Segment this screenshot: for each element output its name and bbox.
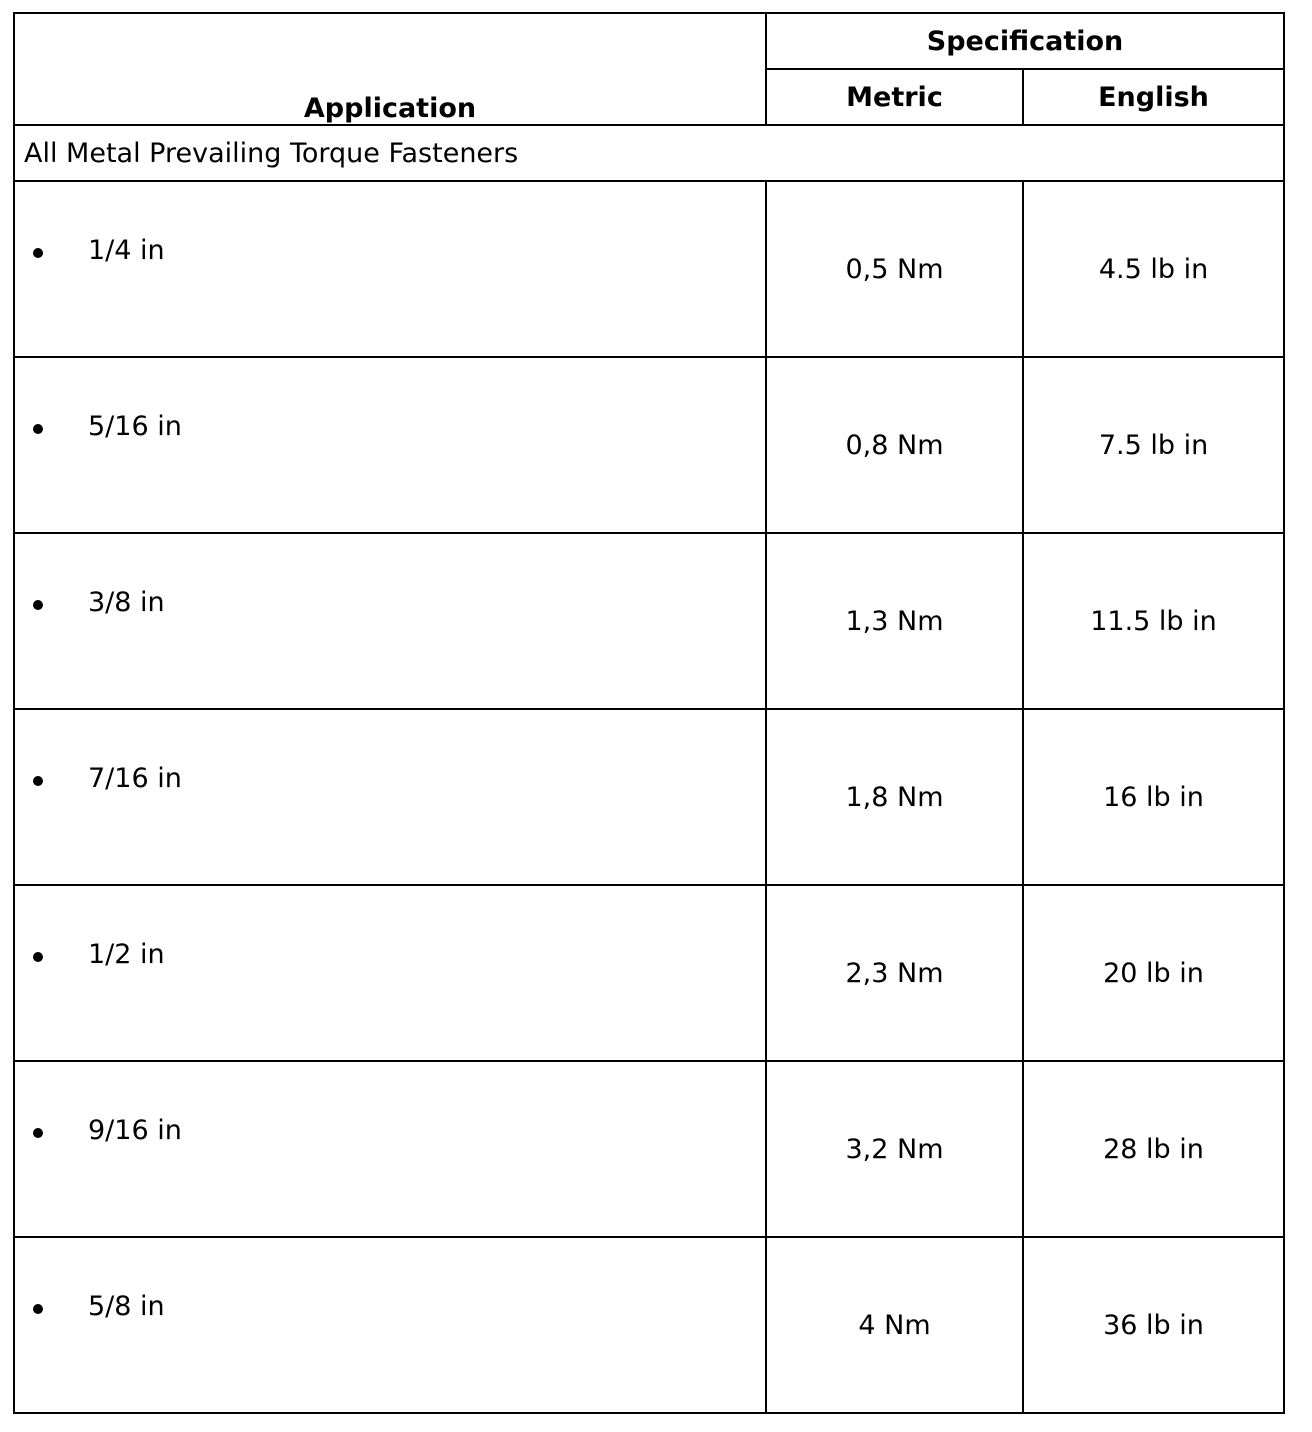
bullet-icon [33,424,43,434]
metric-value: 1,8 Nm [766,709,1023,885]
bullet-icon [33,1128,43,1138]
table-row [14,533,1284,709]
table-row [14,181,1284,357]
metric-value: 0,5 Nm [766,181,1023,357]
metric-value: 4 Nm [766,1237,1023,1413]
english-header: English [1023,69,1284,125]
fastener-size: 3/8 in [88,587,165,618]
bullet-icon [33,1304,43,1314]
metric-value: 3,2 Nm [766,1061,1023,1237]
english-value: 28 lb in [1023,1061,1284,1237]
fastener-size: 7/16 in [88,763,182,794]
application-cell [14,709,766,885]
application-cell [14,533,766,709]
fastener-size: 5/16 in [88,411,182,442]
english-value: 20 lb in [1023,885,1284,1061]
table-row [14,357,1284,533]
english-value: 4.5 lb in [1023,181,1284,357]
application-cell [14,357,766,533]
bullet-icon [33,776,43,786]
header-row-top [14,13,1284,69]
english-value: 16 lb in [1023,709,1284,885]
bullet-icon [33,952,43,962]
metric-value: 2,3 Nm [766,885,1023,1061]
fastener-size: 1/4 in [88,235,165,266]
english-value: 36 lb in [1023,1237,1284,1413]
section-title: All Metal Prevailing Torque Fasteners [14,125,1284,181]
specification-header: Specification [766,13,1284,69]
table-row [14,1061,1284,1237]
table-row [14,885,1284,1061]
torque-spec-table [13,12,1285,1414]
english-value: 11.5 lb in [1023,533,1284,709]
metric-header: Metric [766,69,1023,125]
english-value: 7.5 lb in [1023,357,1284,533]
application-header: Application [14,13,766,125]
table-row [14,1237,1284,1413]
table-row [14,709,1284,885]
fastener-size: 9/16 in [88,1115,182,1146]
application-cell [14,181,766,357]
section-row [14,125,1284,181]
metric-value: 0,8 Nm [766,357,1023,533]
metric-value: 1,3 Nm [766,533,1023,709]
fastener-size: 5/8 in [88,1291,165,1322]
bullet-icon [33,600,43,610]
bullet-icon [33,248,43,258]
fastener-size: 1/2 in [88,939,165,970]
application-cell [14,1061,766,1237]
application-cell [14,1237,766,1413]
application-cell [14,885,766,1061]
